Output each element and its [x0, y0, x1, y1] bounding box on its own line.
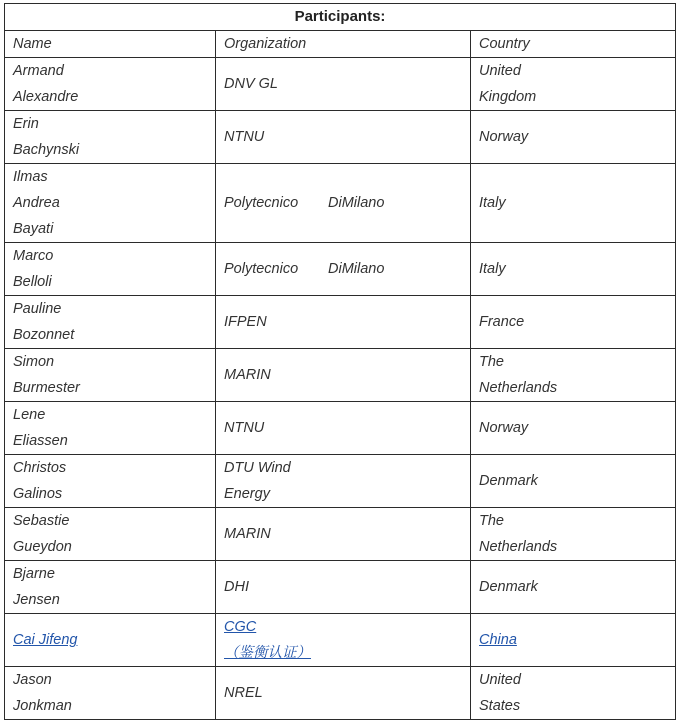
- org-line[interactable]: CGC: [224, 619, 257, 635]
- table-row: [5, 111, 676, 164]
- cell-organization: [216, 508, 471, 561]
- participants-table: [4, 3, 676, 720]
- table-row: [5, 667, 676, 720]
- column-header-name: Name: [5, 31, 216, 58]
- cell-country: [471, 667, 676, 720]
- cell-country: [471, 402, 676, 455]
- name-line: Simon: [13, 354, 55, 370]
- country-line: Denmark: [479, 473, 538, 489]
- organization-text: [224, 256, 384, 282]
- country-line: France: [479, 314, 525, 330]
- cell-country: [471, 58, 676, 111]
- name-line[interactable]: Cai Jifeng: [13, 632, 78, 648]
- country-line: States: [479, 698, 521, 714]
- table-title: Participants:: [5, 4, 676, 31]
- name-line: Jensen: [13, 592, 60, 608]
- cell-country: [471, 455, 676, 508]
- cell-name: [5, 667, 216, 720]
- org-line[interactable]: （鉴衡认证）: [224, 645, 311, 661]
- country-line: United: [479, 672, 521, 688]
- name-line: Jason: [13, 672, 52, 688]
- org-line: NTNU: [224, 420, 265, 436]
- column-header-row: [5, 31, 676, 58]
- country-line: United: [479, 63, 521, 79]
- name-line: Pauline: [13, 301, 62, 317]
- name-line: Gueydon: [13, 539, 72, 555]
- cell-country: [471, 508, 676, 561]
- name-line: Alexandre: [13, 89, 79, 105]
- name-line: Bozonnet: [13, 327, 75, 343]
- org-line: Energy: [224, 486, 270, 502]
- cell-name: [5, 349, 216, 402]
- cell-name: [5, 561, 216, 614]
- org-line: MARIN: [224, 526, 271, 542]
- organization-text: [224, 190, 384, 216]
- name-line: Sebastie: [13, 513, 70, 529]
- name-line: Marco: [13, 248, 54, 264]
- cell-organization: [216, 349, 471, 402]
- cell-organization: [216, 58, 471, 111]
- organization-part: DiMilano: [328, 195, 385, 211]
- name-line: Armand: [13, 63, 64, 79]
- name-line: Bayati: [13, 221, 54, 237]
- name-line: Galinos: [13, 486, 63, 502]
- cell-organization: [216, 402, 471, 455]
- cell-organization: [216, 111, 471, 164]
- name-line: Ilmas: [13, 169, 48, 185]
- table-row: [5, 402, 676, 455]
- cell-country: [471, 164, 676, 243]
- cell-country: [471, 111, 676, 164]
- name-line: Belloli: [13, 274, 52, 290]
- cell-organization: [216, 243, 471, 296]
- table-row: [5, 349, 676, 402]
- name-line: Bachynski: [13, 142, 80, 158]
- name-line: Erin: [13, 116, 39, 132]
- country-line: Italy: [479, 195, 506, 211]
- organization-part: DiMilano: [328, 261, 385, 277]
- org-line: MARIN: [224, 367, 271, 383]
- country-line: The: [479, 513, 504, 529]
- cell-name: [5, 508, 216, 561]
- cell-country: [471, 349, 676, 402]
- table-row: [5, 508, 676, 561]
- cell-organization: [216, 667, 471, 720]
- country-line: Kingdom: [479, 89, 537, 105]
- cell-country[interactable]: [471, 614, 676, 667]
- org-line: NTNU: [224, 129, 265, 145]
- name-line: Bjarne: [13, 566, 55, 582]
- country-line: Netherlands: [479, 539, 558, 555]
- country-line: Netherlands: [479, 380, 558, 396]
- table-row: [5, 561, 676, 614]
- cell-country: [471, 243, 676, 296]
- org-line: IFPEN: [224, 314, 267, 330]
- cell-name[interactable]: [5, 614, 216, 667]
- country-line[interactable]: China: [479, 632, 517, 648]
- table-row: [5, 296, 676, 349]
- cell-organization: [216, 164, 471, 243]
- org-line: NREL: [224, 685, 263, 701]
- organization-part: Polytecnico: [224, 195, 299, 211]
- name-line: Andrea: [13, 195, 60, 211]
- country-line: Norway: [479, 129, 529, 145]
- organization-part: Polytecnico: [224, 261, 299, 277]
- org-line: DHI: [224, 579, 249, 595]
- table-row: [5, 614, 676, 667]
- cell-organization: [216, 561, 471, 614]
- cell-organization[interactable]: [216, 614, 471, 667]
- cell-name: [5, 111, 216, 164]
- cell-organization: [216, 296, 471, 349]
- name-line: Eliassen: [13, 433, 68, 449]
- participants-table-container: [4, 3, 675, 720]
- country-line: Italy: [479, 261, 506, 277]
- table-row: [5, 455, 676, 508]
- cell-name: [5, 164, 216, 243]
- country-line: Norway: [479, 420, 529, 436]
- name-line: Burmester: [13, 380, 80, 396]
- cell-organization: [216, 455, 471, 508]
- column-header-country: Country: [471, 31, 676, 58]
- table-row: [5, 243, 676, 296]
- cell-name: [5, 402, 216, 455]
- table-row: [5, 58, 676, 111]
- cell-name: [5, 243, 216, 296]
- country-line: The: [479, 354, 504, 370]
- column-header-organization: Organization: [216, 31, 471, 58]
- cell-country: [471, 561, 676, 614]
- cell-country: [471, 296, 676, 349]
- name-line: Christos: [13, 460, 67, 476]
- country-line: Denmark: [479, 579, 538, 595]
- name-line: Jonkman: [13, 698, 72, 714]
- cell-name: [5, 455, 216, 508]
- name-line: Lene: [13, 407, 46, 423]
- org-line: DNV GL: [224, 76, 278, 92]
- table-row: [5, 164, 676, 243]
- cell-name: [5, 296, 216, 349]
- cell-name: [5, 58, 216, 111]
- org-line: DTU Wind: [224, 460, 291, 476]
